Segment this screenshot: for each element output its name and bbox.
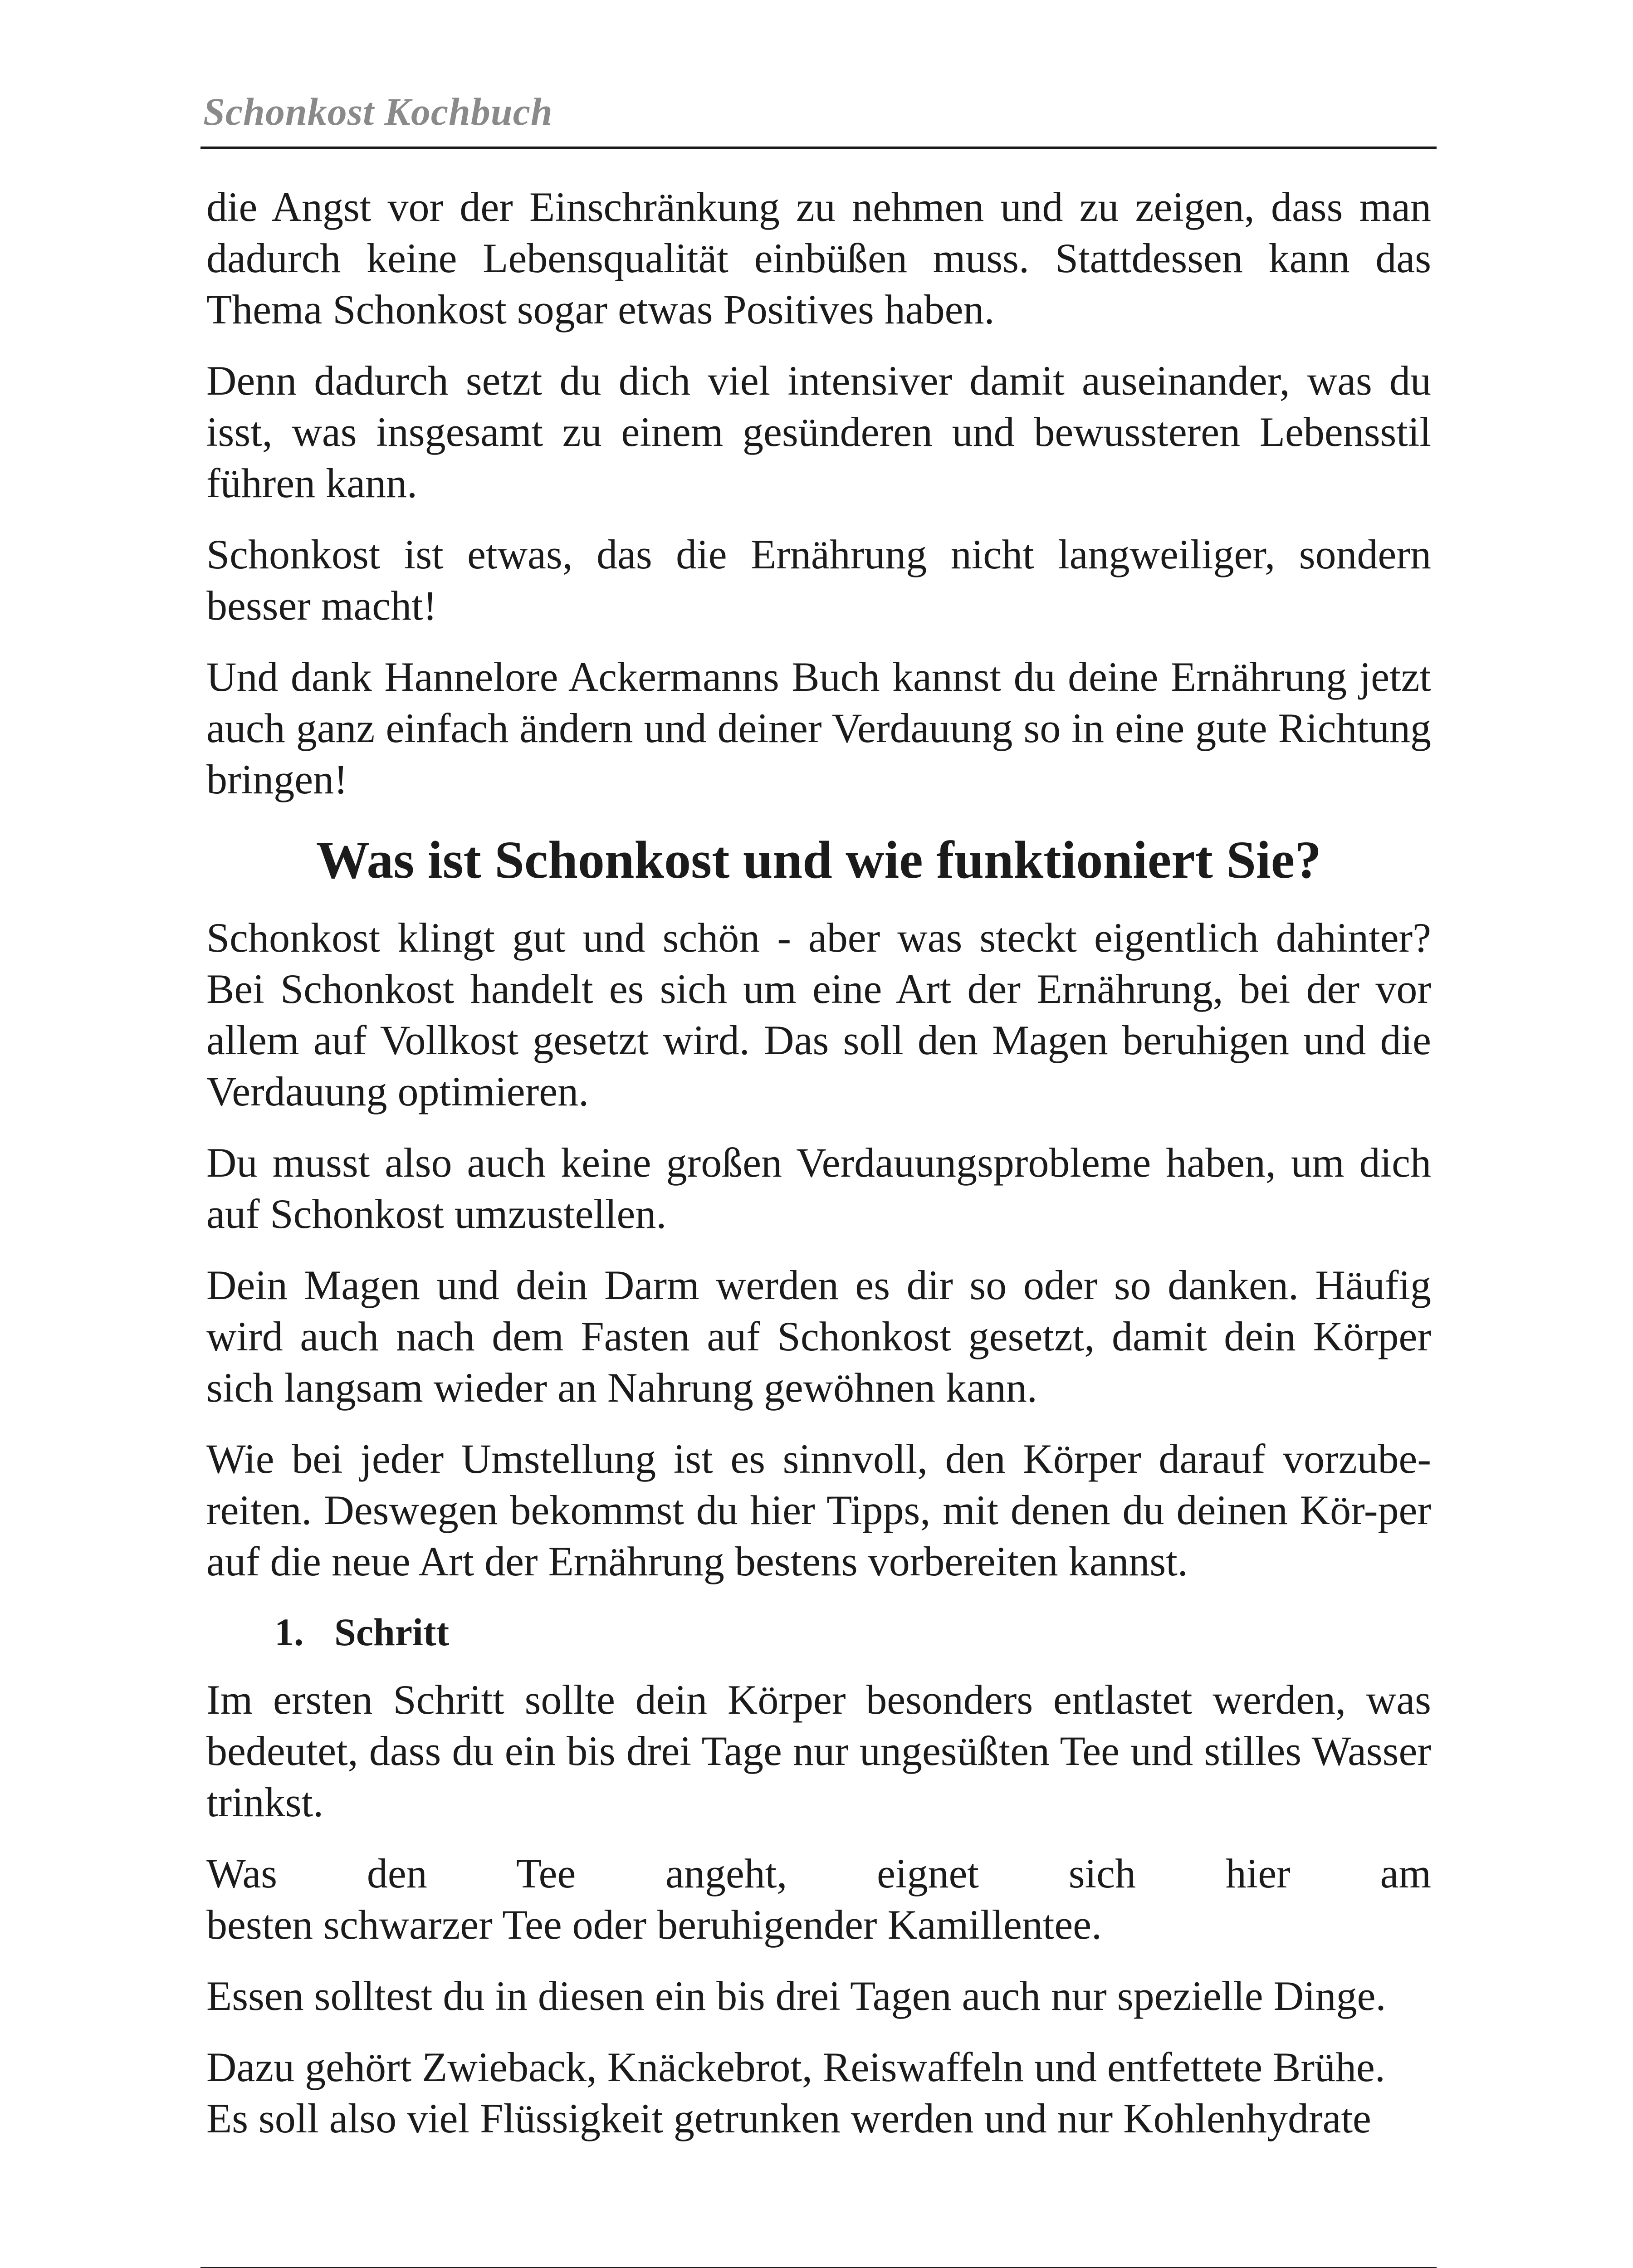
section-heading: Was ist Schonkost und wie funktioniert Sie?: [316, 830, 1322, 890]
paragraph: Du musst also auch keine großen Verdauungsprobleme haben, um dich auf Schonkost umzustellen.: [206, 1139, 1431, 1237]
paragraph: Und dank Hannelore Ackermanns Buch kannst du deine Ernährung jetzt auch ganz einfach ändern und deiner Verdauung so in eine gute Richtung bringen!: [206, 654, 1431, 802]
paragraph: die Angst vor der Einschränkung zu nehmen und zu zeigen, dass man dadurch keine Lebensqualität einbüßen muss. Stattdessen kann das Thema Schonkost sogar etwas Positives haben.: [206, 184, 1431, 332]
paragraph: Denn dadurch setzt du dich viel intensiver damit auseinander, was du isst, was insgesamt zu einem gesünderen und bewussteren Lebensstil führen kann.: [206, 357, 1431, 506]
paragraph: Wie bei jeder Umstellung ist es sinnvoll, den Körper darauf vorzube-reiten. Deswegen bekommst du hier Tipps, mit denen du deinen Kör-per auf die neue Art der Ernährung bestens vorbereiten kannst.: [206, 1436, 1431, 1584]
step-title: Schritt: [334, 1610, 450, 1654]
paragraph-line-spread: Was den Tee angeht, eignet sich hier am: [206, 1850, 1431, 1897]
paragraph: Dazu gehört Zwieback, Knäckebrot, Reiswaffeln und entfettete Brühe.: [206, 2044, 1385, 2090]
paragraph: Es soll also viel Flüssigkeit getrunken werden und nur Kohlenhydrate: [206, 2095, 1371, 2141]
step-heading: [206, 1607, 1431, 1657]
step-number: 1.: [274, 1610, 304, 1654]
paragraph-line: besten schwarzer Tee oder beruhigender Kamillentee.: [206, 1901, 1102, 1948]
header-rule: [200, 147, 1437, 149]
paragraph: Im ersten Schritt sollte dein Körper besonders entlastet werden, was bedeutet, dass du ein bis drei Tage nur ungesüßten Tee und stilles Wasser trinkst.: [206, 1677, 1431, 1825]
paragraph: Essen solltest du in diesen ein bis drei Tagen auch nur spezielle Dinge.: [206, 1973, 1386, 2019]
paragraph: Dein Magen und dein Darm werden es dir so oder so danken. Häufig wird auch nach dem Fasten auf Schonkost gesetzt, damit dein Körper sich langsam wieder an Nahrung gewöhnen kann.: [206, 1262, 1431, 1411]
paragraph: Schonkost klingt gut und schön - aber was steckt eigentlich dahinter? Bei Schonkost handelt es sich um eine Art der Ernährung, bei der vor allem auf Vollkost gesetzt wird. Das soll den Magen beruhigen und die Verdauung optimieren.: [206, 914, 1431, 1114]
body-text: [206, 181, 1431, 2164]
paragraph: Schonkost ist etwas, das die Ernährung nicht langweiliger, sondern besser macht!: [206, 531, 1431, 629]
running-header: Schonkost Kochbuch: [203, 90, 553, 133]
